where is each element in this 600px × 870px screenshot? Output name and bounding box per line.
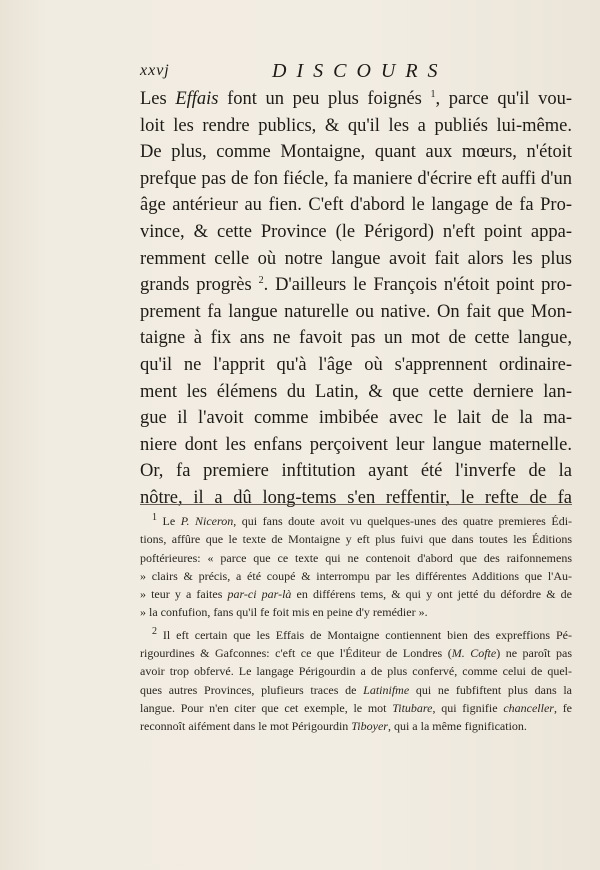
footnote-divider [140,504,572,505]
footnote-ref: 2 [258,275,264,286]
footnote-line: avoir trop obfervé. Le langage Périgourdin a de plus confervé, comme celui de quel- [140,664,572,679]
footnote-line: reconnoît aifément dans le mot Périgourdin Tiboyer, qui a la même fignification. [140,719,527,734]
text-line: qu'il ne l'apprit qu'à l'âge où s'apprennent ordinaire- [140,354,572,375]
footnote-marker: 1 [152,512,157,523]
footnote-line: langue. Pour n'en citer que cet exemple, le mot Titubare, qui fignifie chanceller, fe [140,700,572,715]
main-text [140,86,572,512]
text-line: prement fa langue naturelle ou native. On fait que Mon- [140,301,572,322]
footnote-line: » clairs & précis, a été coupé & interrompu par les différentes Additions que l'Au- [140,568,572,583]
footnote-line: $^2$ Il eft certain que les Effais de Montaigne contiennent bien des expreffions Pé- [152,625,572,642]
text-line: grands progrès $^2$. D'ailleurs le François n'étoit point pro- [140,275,572,296]
footnote-ref: 1 [430,88,436,100]
text-line: nôtre, il a dû long-tems s'en reffentir, le refte de fa [140,487,572,508]
text-line: remment celle où notre langue avoit fait alors les plus [140,248,572,269]
footnote-line: $^1$ Le P. Niceron, qui fans doute avoit vu quelques-unes des quatre premieres Édi- [152,512,572,528]
text-line: prefque pas de fon fiécle, fa maniere d'écrire eft auffi d'un [140,168,572,189]
footnote-line: » teur y a faites par-ci par-là en différens tems, & qui y ont jetté du défordre & de [140,587,572,602]
text-line: gue il l'avoit comme imbibée avec le lait de la ma- [140,408,572,429]
running-head: DISCOURS [272,60,448,82]
text-line: De plus, comme Montaigne, quant aux mœurs, n'étoit [140,142,572,163]
text-line: niere dont les enfans perçoivent leur langue maternelle. [140,434,572,455]
footnote-line: tions, affûre que le texte de Montaigne y eft plus fuivi que dans toutes les Éditions [140,532,572,547]
page-header [140,60,576,84]
footnote-2 [140,626,572,736]
footnote-line: ques autres Provinces, plufieurs traces de Latinifme qui ne fubfiftent plus dans la [140,682,572,697]
text-line: vince, & cette Province (le Périgord) n'eft point appa- [140,221,572,242]
footnote-marker: 2 [152,625,157,637]
footnote-line: rigourdines & Gafconnes: c'eft ce que l'Éditeur de Londres (M. Cofte) ne paroît pas [140,646,572,661]
footnote-line: » la confufion, fans qu'il fe foit mis en peine d'y remédier ». [140,605,428,620]
text-line: ment les élémens du Latin, & que cette derniere lan- [140,381,572,402]
text-line: Or, fa premiere inftitution ayant été l'inverfe de la [140,461,572,482]
text-line: âge antérieur au fien. C'eft d'abord le langage de fa Pro- [140,195,572,216]
footnotes [140,512,572,736]
folio-number: xxvj [140,62,170,79]
text-line: taigne à fix ans ne favoit pas un mot de cette langue, [140,328,572,349]
text-line: loit les rendre publics, & qu'il les a publiés lui-même. [140,115,572,136]
text-line: Les Effais font un peu plus foignés $^1$, parce qu'il vou- [140,88,572,109]
footnote-line: poftérieures: « parce que ce texte qui ne contenoit d'abord que des raifonnemens [140,550,572,565]
footnote-1 [140,512,572,622]
